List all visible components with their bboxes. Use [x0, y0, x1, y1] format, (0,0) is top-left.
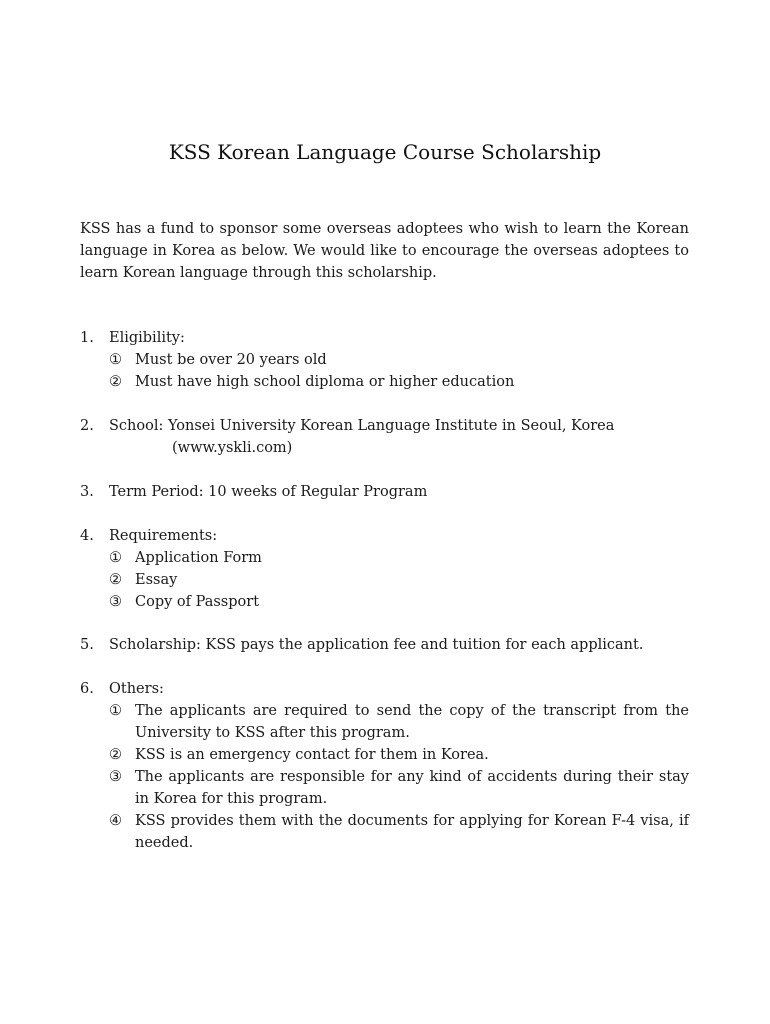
item-text: The applicants are required to send the copy of the transcript from the University to KSS after this program.: [135, 703, 689, 741]
section-heading: Requirements:: [109, 528, 218, 544]
list-item: [109, 766, 689, 810]
item-marker: ③: [109, 594, 122, 610]
section-heading: Others:: [109, 681, 164, 697]
item-text: KSS is an emergency contact for them in Korea.: [135, 747, 489, 763]
list-item: [109, 810, 689, 854]
item-marker: ①: [109, 352, 122, 368]
list-item: [109, 371, 689, 393]
item-text: Must be over 20 years old: [135, 352, 327, 368]
list-item: [109, 569, 689, 591]
item-marker: ①: [109, 703, 122, 719]
section-heading: Scholarship: KSS pays the application fee and tuition for each applicant.: [109, 637, 644, 653]
section-number: 3.: [80, 484, 94, 500]
section-school: [80, 415, 689, 459]
item-marker: ②: [109, 572, 122, 588]
section-number: 5.: [80, 637, 94, 653]
item-text: Must have high school diploma or higher education: [135, 374, 515, 390]
item-text: Essay: [135, 572, 178, 588]
section-number: 1.: [80, 330, 94, 346]
list-item: [109, 700, 689, 744]
item-marker: ④: [109, 813, 122, 829]
item-text: Copy of Passport: [135, 594, 260, 610]
item-text: Application Form: [135, 550, 262, 566]
list-item: [109, 547, 689, 569]
section-others: [80, 678, 689, 854]
list-item: [109, 349, 689, 371]
document-title: KSS Korean Language Course Scholarship: [168, 140, 602, 164]
section-term-period: [80, 481, 689, 503]
section-requirements: [80, 525, 689, 613]
item-text: KSS provides them with the documents for applying for Korean F-4 visa, if needed.: [135, 813, 689, 851]
section-number: 2.: [80, 418, 94, 434]
section-eligibility: [80, 327, 689, 393]
intro-paragraph: KSS has a fund to sponsor some overseas adoptees who wish to learn the Korean language in Korea as below. We would like to encourage the overseas adoptees to learn Korean language through this scholarship.: [80, 221, 689, 281]
section-heading: Eligibility:: [109, 330, 185, 346]
item-marker: ②: [109, 747, 122, 763]
school-website: (www.yskli.com): [172, 440, 293, 456]
section-heading: Term Period: 10 weeks of Regular Program: [109, 484, 428, 500]
list-item: [109, 744, 689, 766]
item-marker: ③: [109, 769, 122, 785]
section-scholarship: [80, 634, 689, 656]
section-number: 6.: [80, 681, 94, 697]
section-number: 4.: [80, 528, 94, 544]
item-marker: ②: [109, 374, 122, 390]
item-marker: ①: [109, 550, 122, 566]
section-heading: School: Yonsei University Korean Language Institute in Seoul, Korea: [109, 418, 615, 434]
item-text: The applicants are responsible for any kind of accidents during their stay in Korea for this program.: [135, 769, 689, 807]
list-item: [109, 591, 689, 613]
